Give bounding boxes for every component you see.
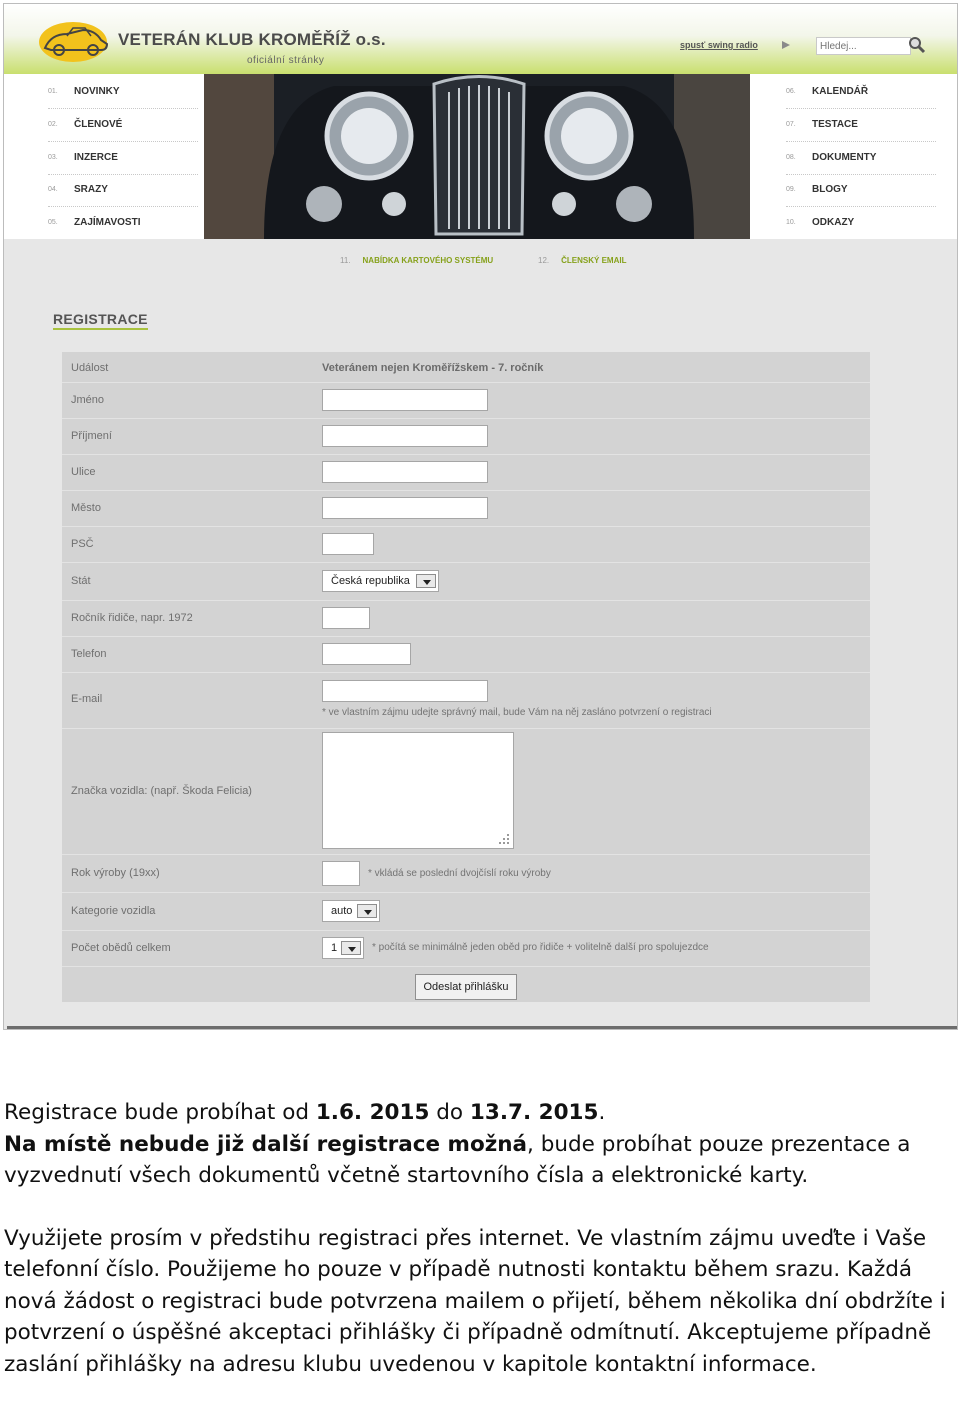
form-row-first-name (62, 382, 870, 419)
category-selected-value: auto (331, 905, 353, 917)
field-label: Ročník řidiče, napr. 1972 (71, 612, 193, 624)
text-span: . (598, 1100, 606, 1125)
website-screenshot (3, 3, 958, 1030)
email-note: * ve vlastním zájmu udejte správný mail, bude Vám na něj zasláno potvrzení o registraci (322, 707, 712, 718)
document-text (4, 1097, 960, 1380)
nav-number: 05. (48, 219, 58, 226)
vehicle-year-input[interactable] (322, 861, 360, 886)
form-row-vehicle-year (62, 854, 870, 893)
field-label: Jméno (71, 394, 105, 406)
meals-note: * počítá se minimálně jeden oběd pro řidiče + volitelně další pro spolujezdce (372, 942, 709, 953)
nav-number: 07. (786, 121, 796, 128)
nav-number: 04. (48, 186, 58, 193)
nav-label: DOKUMENTY (812, 152, 877, 163)
zip-input[interactable] (322, 533, 374, 555)
field-label: PSČ (71, 538, 94, 550)
end-date: 13.7. 2015 (469, 1100, 599, 1125)
form-row-birth-year (62, 600, 870, 637)
form-row-city (62, 490, 870, 527)
site-header (4, 4, 957, 74)
form-row-last-name (62, 418, 870, 455)
nav-item-blogy[interactable] (786, 174, 936, 207)
field-label: Stát (71, 575, 91, 587)
field-label: Město (71, 502, 101, 514)
nav-item-dokumenty[interactable] (786, 142, 936, 175)
car-front-illustration (204, 74, 750, 239)
first-name-input[interactable] (322, 389, 488, 411)
street-input[interactable] (322, 461, 488, 483)
nav-number: 12. (538, 256, 550, 265)
field-label: Událost (71, 362, 109, 374)
vehicle-category-select[interactable] (322, 900, 380, 922)
chevron-down-icon[interactable] (416, 574, 436, 588)
field-label: Rok výroby (19xx) (71, 867, 160, 879)
nav-label: SRAZY (74, 184, 108, 195)
nav-label: BLOGY (812, 184, 848, 195)
form-row-zip (62, 526, 870, 563)
nav-number: 11. (340, 256, 351, 265)
form-row-vehicle-category (62, 892, 870, 931)
country-selected-value: Česká republika (331, 575, 410, 587)
form-row-street (62, 454, 870, 491)
meals-selected-value: 1 (331, 942, 338, 954)
text-span: Registrace bude probíhat od (4, 1100, 316, 1125)
nav-item-inzerce[interactable] (48, 142, 198, 175)
nav-item-srazy[interactable] (48, 174, 198, 207)
nav-item-clensky-email[interactable] (538, 256, 626, 265)
field-label: Počet obědů celkem (71, 942, 171, 954)
field-label: Kategorie vozidla (71, 905, 156, 917)
registration-dates-paragraph (4, 1097, 960, 1129)
birth-year-input[interactable] (322, 607, 370, 629)
start-date: 1.6. 2015 (315, 1100, 430, 1125)
form-row-event (62, 352, 870, 383)
nav-number: 06. (786, 88, 796, 95)
screenshot-bottom-border (7, 1026, 958, 1030)
meals-select[interactable] (322, 937, 364, 959)
onsite-registration-paragraph (4, 1129, 960, 1192)
nav-label: ODKAZY (812, 217, 855, 228)
email-input[interactable] (322, 680, 488, 702)
nav-item-odkazy[interactable] (786, 207, 936, 240)
nav-item-clenove[interactable] (48, 109, 198, 142)
form-row-country (62, 562, 870, 601)
nav-label: INZERCE (74, 152, 118, 163)
vehicle-year-note: * vkládá se poslední dvojčíslí roku výroby (368, 868, 551, 879)
chevron-down-icon[interactable] (357, 904, 377, 918)
phone-input[interactable] (322, 643, 411, 665)
nav-label: TESTACE (812, 119, 858, 130)
field-label: Telefon (71, 648, 107, 660)
field-label: Příjmení (71, 430, 112, 442)
field-label: E-mail (71, 693, 103, 705)
chevron-down-icon[interactable] (341, 941, 361, 955)
nav-item-novinky[interactable] (48, 76, 198, 109)
text-span: , bude probíhat pouze prezentace a vyzvednutí všech dokumentů včetně startovního čísla a elektronické karty. (4, 1131, 911, 1188)
nav-item-kalendar[interactable] (786, 76, 936, 109)
nav-number: 08. (786, 154, 796, 161)
main-navigation (4, 74, 957, 239)
vehicle-make-textarea[interactable] (322, 732, 514, 849)
nav-number: 01. (48, 88, 58, 95)
field-label: Značka vozidla: (např. Škoda Felicia) (71, 785, 252, 797)
site-subtitle: oficiální stránky (247, 55, 325, 66)
nav-number: 03. (48, 154, 58, 161)
nav-label: ZAJÍMAVOSTI (74, 217, 141, 228)
internet-registration-paragraph: Využijete prosím v předstihu registraci přes internet. Ve vlastním zájmu uveďte i Vaše telefonní číslo. Použijeme ho pouze v případě nutnosti kontaktu během srazu. Každá nová žádost o registraci bude potvrzena mailem o přijetí, během několika dní obdržíte i potvrzení o úspěšné akceptaci přihlášky či případně odmítnutí. Akceptujeme případně zaslání přihlášky na adresu klubu uvedenou v kapitole kontaktní informace. (4, 1225, 946, 1377)
country-select[interactable] (322, 570, 439, 592)
resize-grip-icon[interactable] (498, 833, 510, 845)
nav-item-testace[interactable] (786, 109, 936, 142)
nav-item-zajimavosti[interactable] (48, 207, 198, 240)
submit-application-button[interactable]: Odeslat přihlášku (415, 974, 517, 1000)
car-logo-icon[interactable] (37, 18, 115, 66)
nav-number: 09. (786, 186, 796, 193)
site-title[interactable]: VETERÁN KLUB KROMĚŘÍŽ o.s. (118, 30, 386, 49)
header-car-photo (204, 74, 750, 239)
field-label: Ulice (71, 466, 96, 478)
emphasis-text: Na místě nebude již další registrace možná (4, 1131, 528, 1157)
secondary-navigation (4, 239, 957, 279)
form-row-phone (62, 636, 870, 673)
swing-radio-link[interactable]: spusť swing radio (680, 40, 758, 50)
nav-label: NABÍDKA KARTOVÉHO SYSTÉMU (362, 256, 494, 265)
city-input[interactable] (322, 497, 488, 519)
nav-label: ČLENSKÝ EMAIL (561, 256, 627, 265)
last-name-input[interactable] (322, 425, 488, 447)
nav-label: KALENDÁŘ (812, 86, 869, 97)
text-span: do (429, 1100, 470, 1125)
nav-number: 02. (48, 121, 58, 128)
page-title: REGISTRACE (53, 311, 148, 330)
nav-label: ČLENOVÉ (74, 119, 123, 130)
search-input[interactable] (816, 37, 911, 55)
nav-number: 10. (786, 219, 796, 226)
form-row-meals (62, 930, 870, 967)
play-icon[interactable] (780, 39, 792, 51)
nav-item-kartovy-system[interactable] (340, 256, 493, 265)
registration-form (62, 352, 870, 1002)
form-row-email (62, 672, 870, 729)
event-value: Veteránem nejen Kroměřížskem - 7. ročník (322, 362, 544, 374)
search-icon[interactable] (908, 36, 926, 54)
nav-label: NOVINKY (74, 86, 120, 97)
